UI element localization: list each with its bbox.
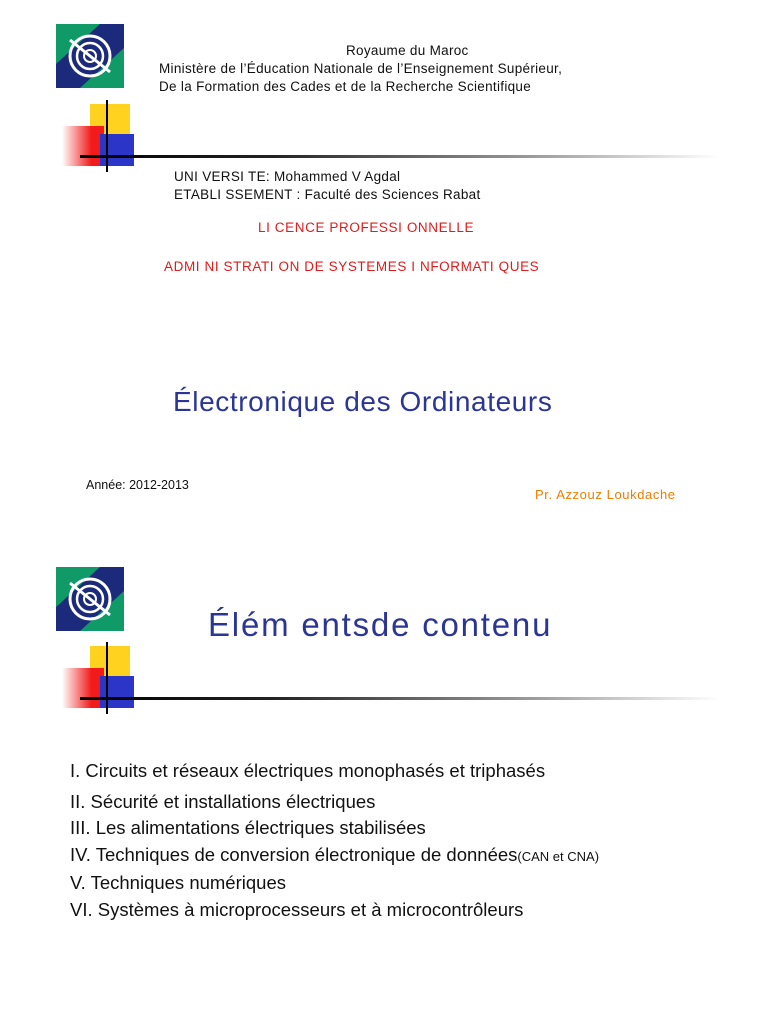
list-item-text: I. Circuits et réseaux électriques monophasés et triphasés — [70, 760, 546, 781]
decorative-squares — [62, 646, 152, 726]
course-title: Électronique des Ordinateurs — [173, 386, 553, 417]
horizontal-rule — [80, 155, 720, 158]
list-item-note: (CAN et CNA) — [517, 848, 600, 864]
ministry-line-2: De la Formation des Cades et de la Recherche Scientifique — [159, 79, 532, 94]
specialty-label: ADMI NI STRATI ON DE SYSTEMES I NFORMATI QUES — [164, 259, 540, 274]
list-item — [70, 758, 599, 785]
list-item — [70, 789, 599, 816]
horizontal-rule — [80, 697, 720, 700]
list-item-text: IV. Techniques de conversion électronique de données — [70, 843, 518, 865]
vertical-rule — [106, 100, 108, 172]
program-label: LI CENCE PROFESSI ONNELLE — [258, 220, 475, 235]
red-square — [62, 668, 104, 708]
list-item — [70, 815, 599, 842]
vertical-rule — [106, 642, 108, 714]
list-item — [70, 870, 599, 897]
institution-logo-icon — [56, 567, 124, 631]
list-item-text: VI. Systèmes à microprocesseurs et à microcontrôleurs — [70, 898, 524, 920]
list-item — [70, 842, 599, 871]
list-item-text: III. Les alimentations électriques stabilisées — [70, 817, 426, 838]
red-square — [62, 126, 104, 166]
country-name: Royaume du Maroc — [346, 43, 469, 58]
professor-name: Pr. Azzouz Loukdache — [535, 487, 676, 502]
institution-logo-icon — [56, 24, 124, 88]
academic-year: Année: 2012-2013 — [86, 478, 189, 492]
contents-title: Élém entsde contenu — [208, 606, 553, 643]
ministry-line-1: Ministère de l’Éducation Nationale de l’Enseignement Supérieur, — [159, 61, 563, 76]
contents-slide — [0, 550, 768, 1024]
list-item — [70, 897, 599, 924]
university-label: UNI VERSI TE: Mohammed V Agdal — [174, 169, 401, 184]
list-item-text: V. Techniques numériques — [70, 872, 286, 893]
list-item-text: II. Sécurité et installations électriques — [70, 790, 376, 812]
establishment-label: ETABLI SSEMENT : Faculté des Sciences Rabat — [174, 187, 481, 202]
decorative-squares — [62, 104, 152, 184]
contents-list — [70, 758, 599, 923]
